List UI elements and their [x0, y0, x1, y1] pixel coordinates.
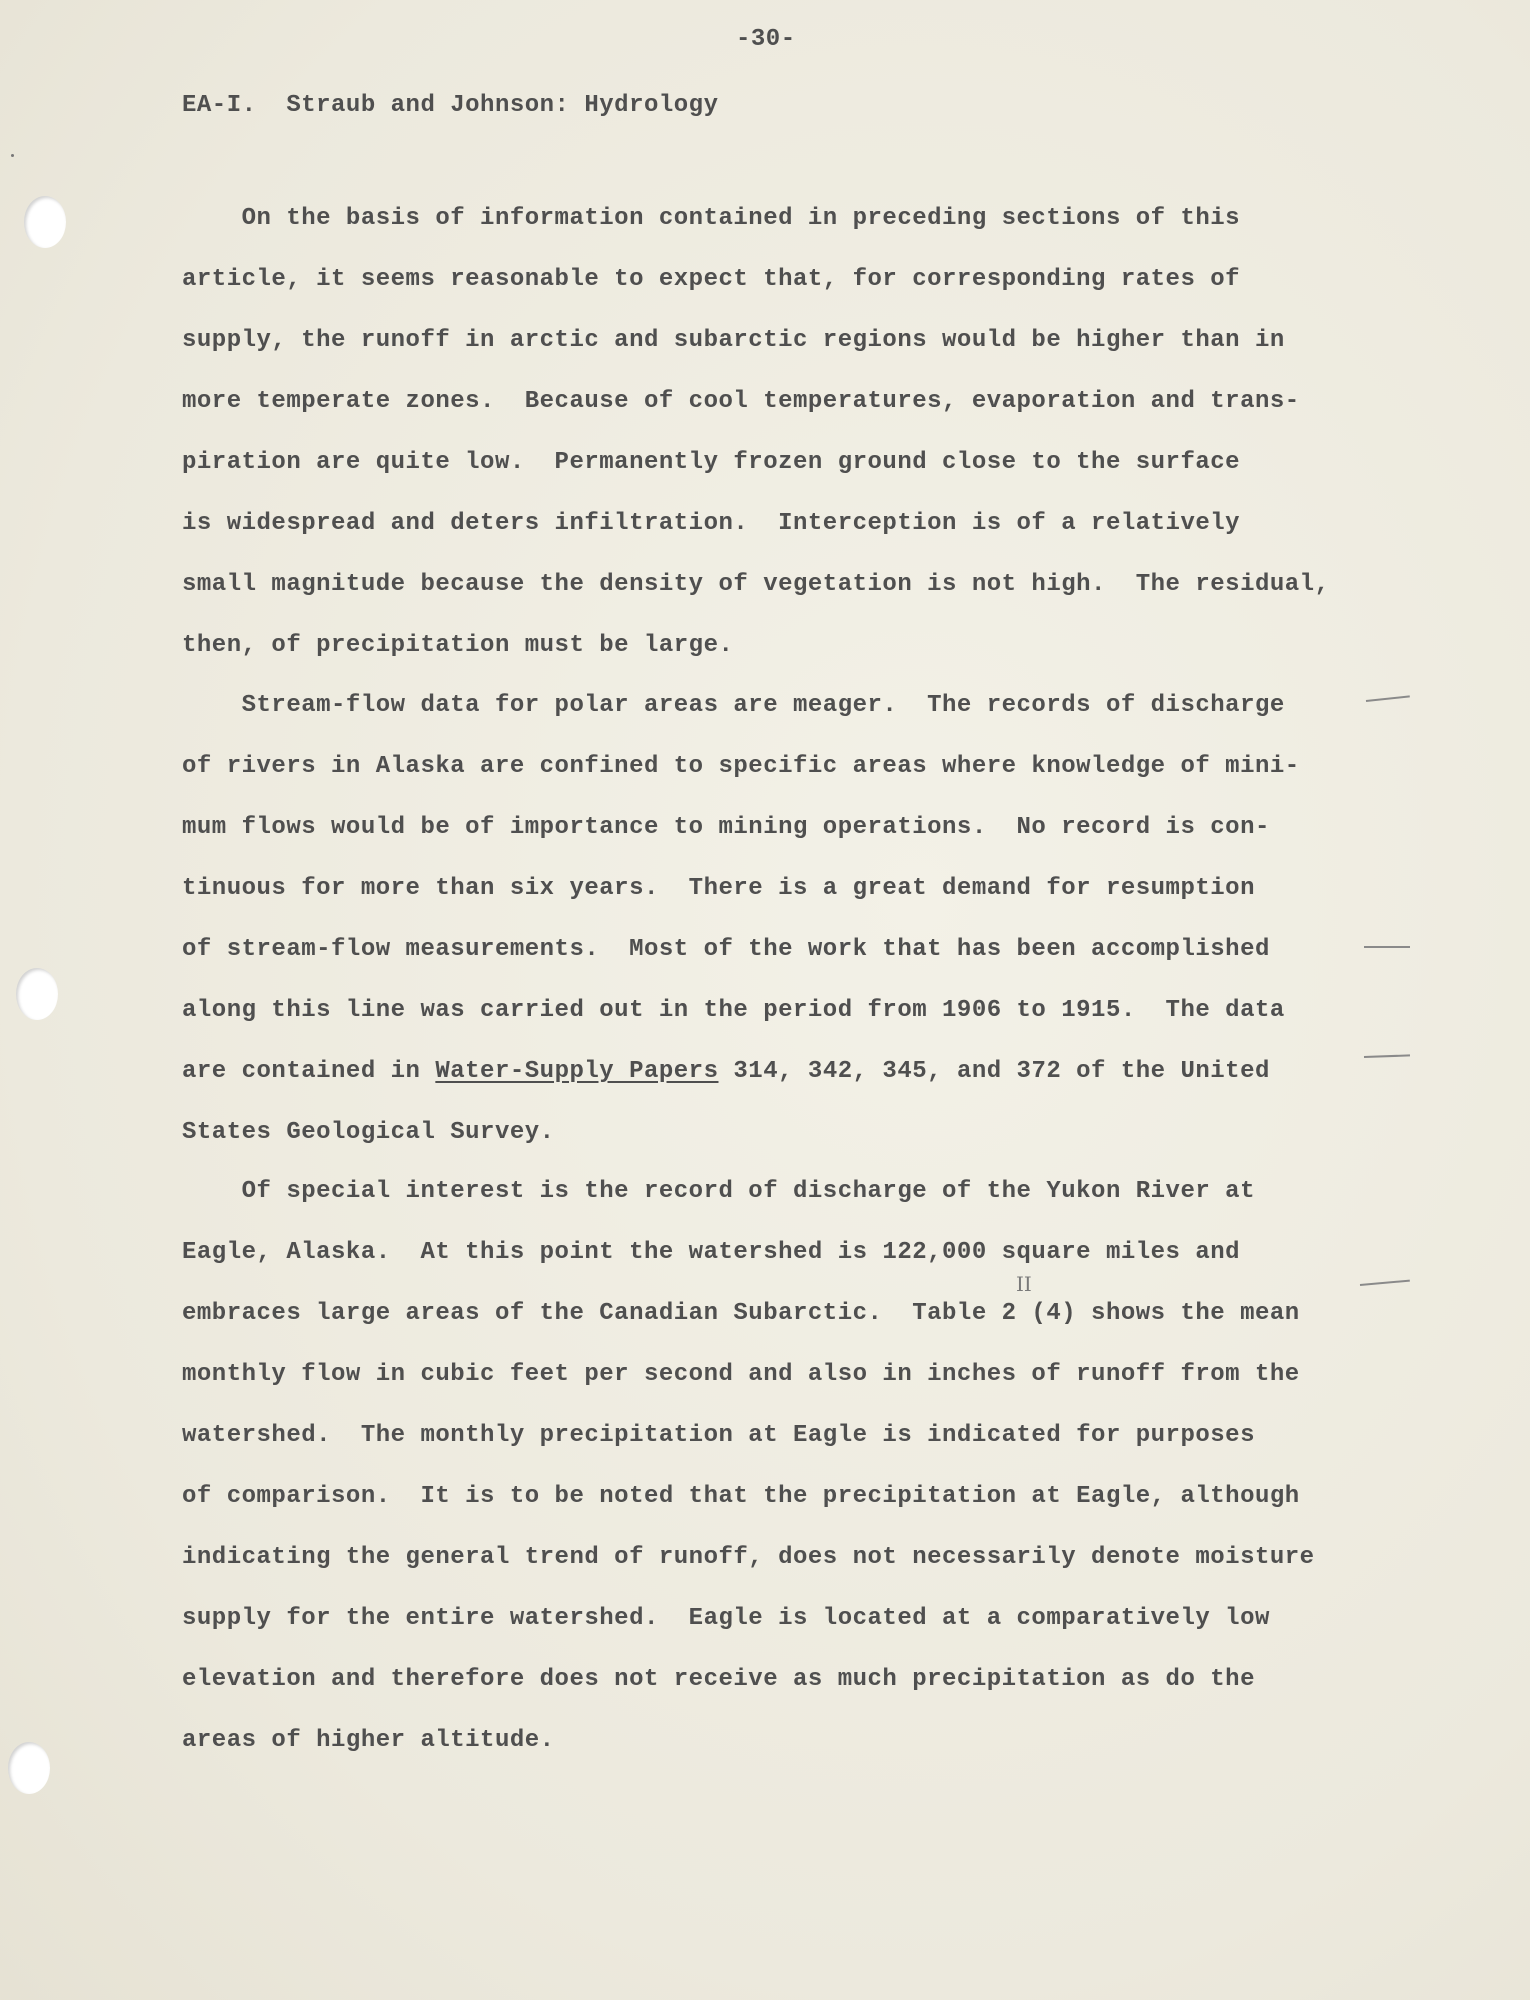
text-line: tinuous for more than six years. There is a great demand for resumption [182, 875, 1255, 902]
paragraph-2 [182, 692, 1362, 1180]
text-line: of comparison. It is to be noted that the precipitation at Eagle, although [182, 1483, 1300, 1510]
text-line: small magnitude because the density of vegetation is not high. The residual, [182, 571, 1330, 598]
text-line: along this line was carried out in the period from 1906 to 1915. The data [182, 997, 1285, 1024]
paper-speck [11, 154, 14, 157]
text-line: Stream-flow data for polar areas are meager. The records of discharge [182, 692, 1285, 719]
text-line: indicating the general trend of runoff, does not necessarily denote moisture [182, 1544, 1315, 1571]
text-line: then, of precipitation must be large. [182, 632, 734, 659]
margin-mark [1364, 946, 1410, 948]
text-line: is widespread and deters infiltration. Interception is of a relatively [182, 510, 1241, 537]
ref-after: 314, 342, 345, and 372 of the United [718, 1058, 1270, 1085]
punch-hole-middle [16, 968, 58, 1020]
paragraph-1 [182, 205, 1362, 693]
text-line: On the basis of information contained in preceding sections of this [182, 205, 1241, 232]
text-line: supply, the runoff in arctic and subarctic regions would be higher than in [182, 327, 1285, 354]
text-line: embraces large areas of the Canadian Subarctic. Table 2 (4) shows the mean [182, 1300, 1300, 1327]
section-header: EA-I. Straub and Johnson: Hydrology [182, 92, 719, 119]
text-line: mum flows would be of importance to mining operations. No record is con- [182, 814, 1270, 841]
text-line: supply for the entire watershed. Eagle is located at a comparatively low [182, 1605, 1270, 1632]
publication-title: Water-Supply Papers [435, 1058, 719, 1085]
paragraph-3 [182, 1178, 1362, 1788]
text-line: of rivers in Alaska are confined to specific areas where knowledge of mini- [182, 753, 1300, 780]
punch-hole-top [24, 196, 66, 248]
page-number: -30- [736, 26, 796, 53]
handwritten-annotation: II [1016, 1272, 1032, 1296]
text-line: Eagle, Alaska. At this point the watershed is 122,000 square miles and [182, 1239, 1241, 1266]
punch-hole-bottom [8, 1742, 50, 1794]
margin-mark [1360, 1280, 1410, 1286]
text-line: Of special interest is the record of discharge of the Yukon River at [182, 1178, 1255, 1205]
reference-line [182, 1058, 1362, 1119]
text-line: elevation and therefore does not receive as much precipitation as do the [182, 1666, 1255, 1693]
text-line: watershed. The monthly precipitation at Eagle is indicated for purposes [182, 1422, 1255, 1449]
text-line: areas of higher altitude. [182, 1727, 555, 1754]
margin-mark [1366, 695, 1410, 702]
margin-mark [1364, 1054, 1410, 1058]
text-line: of stream-flow measurements. Most of the work that has been accomplished [182, 936, 1270, 963]
text-line: piration are quite low. Permanently frozen ground close to the surface [182, 449, 1241, 476]
text-line: article, it seems reasonable to expect that, for corresponding rates of [182, 266, 1241, 293]
text-line: monthly flow in cubic feet per second and also in inches of runoff from the [182, 1361, 1300, 1388]
text-line: more temperate zones. Because of cool temperatures, evaporation and trans- [182, 388, 1300, 415]
text-line: States Geological Survey. [182, 1119, 555, 1146]
ref-before: are contained in [182, 1058, 436, 1085]
